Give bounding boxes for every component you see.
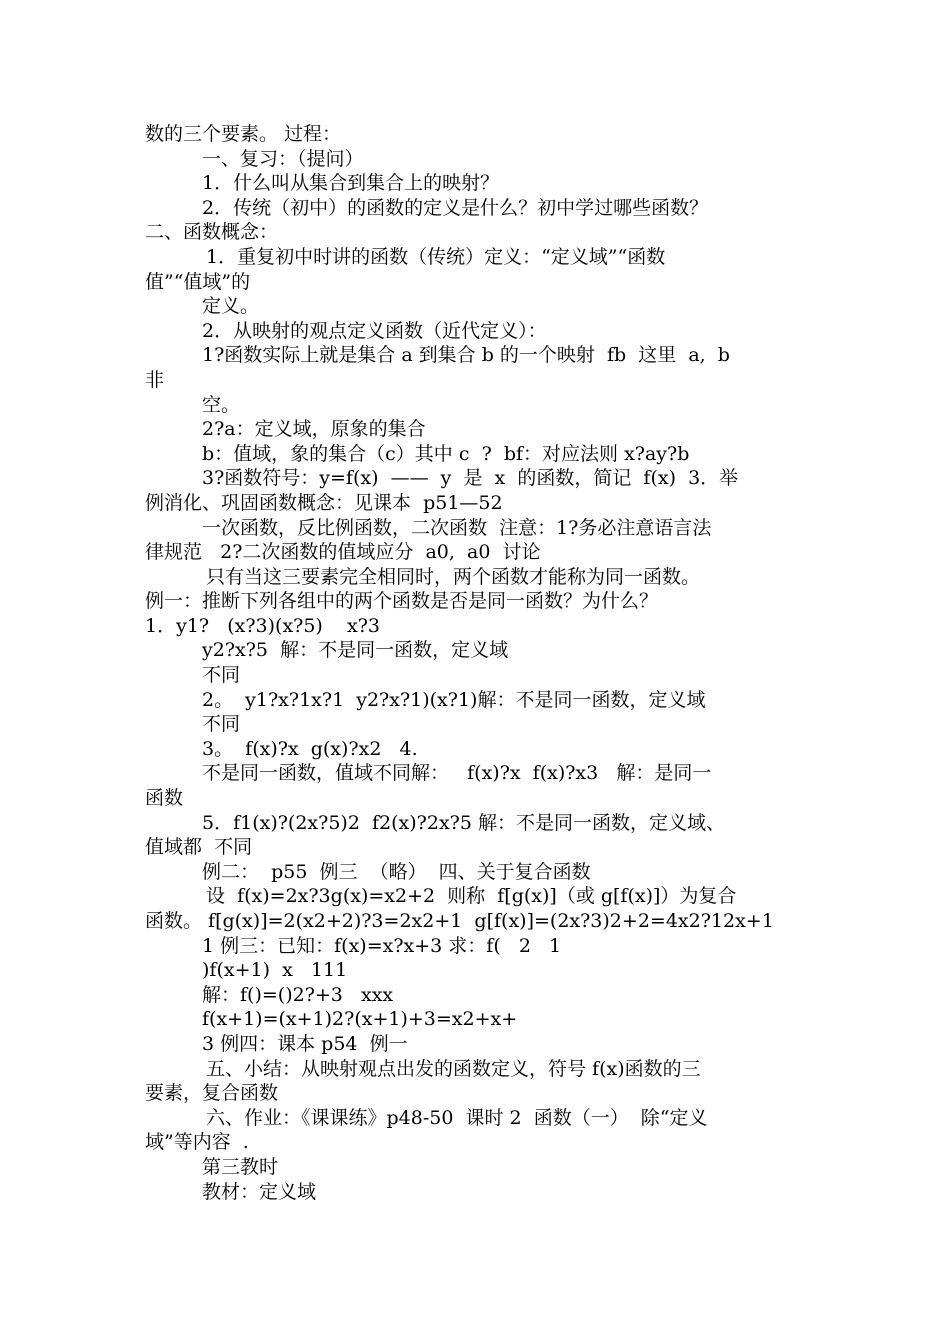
text-line: 解：f()=()2?+3 xxx (202, 983, 394, 1006)
text-line: 函数。 f[g(x)]=2(x2+2)?3=2x2+1 g[f(x)]=(2x?3)2+2=4x2?12x+1 (145, 910, 774, 932)
text-line: y2?x?5 解：不是同一函数，定义域 (202, 639, 509, 662)
text-line: 例一：推断下列各组中的两个函数是否是同一函数？为什么？ (145, 590, 659, 613)
text-line: 一次函数，反比例函数，二次函数 注意：1?务必注意语言法 (202, 516, 712, 539)
text-line: 值”“值域”的 (145, 270, 251, 293)
text-line: 律规范 2?二次函数的值域应分 a0, a0 讨论 (145, 541, 541, 564)
text-line: 非 (145, 368, 165, 391)
text-line: f(x+1)=(x+1)2?(x+1)+3=x2+x+ (202, 1008, 518, 1031)
text-line: 二、函数概念： (145, 221, 279, 244)
text-line: b：值域，象的集合（c）其中 c ? bf：对应法则 x?ay?b (202, 442, 690, 465)
text-line: 例消化、巩固函数概念：见课本 p51—52 (145, 491, 503, 514)
text-line: 2。 y1?x?1x?1 y2?x?1)(x?1)解：不是同一函数，定义域 (202, 688, 706, 711)
text-line: 设 f(x)=2x?3g(x)=x2+2 则称 f[g(x)]（或 g[f(x)]）为复合 (206, 885, 737, 908)
text-line: 六、作业：《课课练》p48-50 课时 2 函数（一） 除“定义 (206, 1106, 708, 1129)
text-line: 五、小结：从映射观点出发的函数定义，符号 f(x)函数的三 (206, 1057, 701, 1080)
text-line: 教材：定义域 (202, 1180, 317, 1203)
text-line: 数的三个要素。 过程： (145, 123, 342, 145)
text-line: 函数 (145, 787, 184, 810)
document-body (145, 122, 810, 1204)
text-line: 不同 (202, 713, 241, 736)
text-line: 1?函数实际上就是集合 a 到集合 b 的一个映射 fb 这里 a, b (202, 344, 730, 367)
text-line: 只有当这三要素完全相同时，两个函数才能称为同一函数。 (206, 565, 701, 588)
text-line: 例二： p55 例三 （略） 四、关于复合函数 (202, 860, 591, 883)
text-line: 2．传统（初中）的函数的定义是什么？初中学过哪些函数？ (202, 196, 709, 219)
text-line: 空。 (202, 393, 241, 416)
text-line: 5．f1(x)?(2x?5)2 f2(x)?2x?5 解：不是同一函数，定义域、 (202, 811, 725, 834)
text-line: 3?函数符号：y=f(x) —— y 是 x 的函数，简记 f(x) 3．举 (202, 467, 739, 490)
text-line: 1．y1? (x?3)(x?5) x?3 (145, 614, 380, 637)
text-line: 3。 f(x)?x g(x)?x2 4. (202, 737, 418, 760)
text-line: 域”等内容 . (145, 1131, 249, 1154)
text-line: 定义。 (202, 295, 260, 318)
text-line: 不同 (202, 664, 241, 687)
text-line: 一、复习：（提问） (202, 147, 364, 170)
text-line: 值域都 不同 (145, 836, 253, 859)
text-line: 不是同一函数，值域不同解： f(x)?x f(x)?x3 解：是同一 (202, 762, 712, 785)
text-line: 2?a：定义域，原象的集合 (202, 418, 426, 441)
text-line: 1 例三：已知：f(x)=x?x+3 求：f( 2 1 (202, 934, 562, 957)
text-line: 2．从映射的观点定义函数（近代定义）： (202, 319, 547, 342)
text-line: 1．重复初中时讲的函数（传统）定义：“定义域”“函数 (206, 245, 666, 268)
text-line: 3 例四：课本 p54 例一 (202, 1032, 408, 1055)
text-line: 第三教时 (202, 1155, 279, 1178)
text-line: )f(x+1) x 111 (202, 959, 348, 982)
text-line: 要素，复合函数 (145, 1082, 279, 1105)
text-line: 1．什么叫从集合到集合上的映射？ (202, 172, 500, 195)
